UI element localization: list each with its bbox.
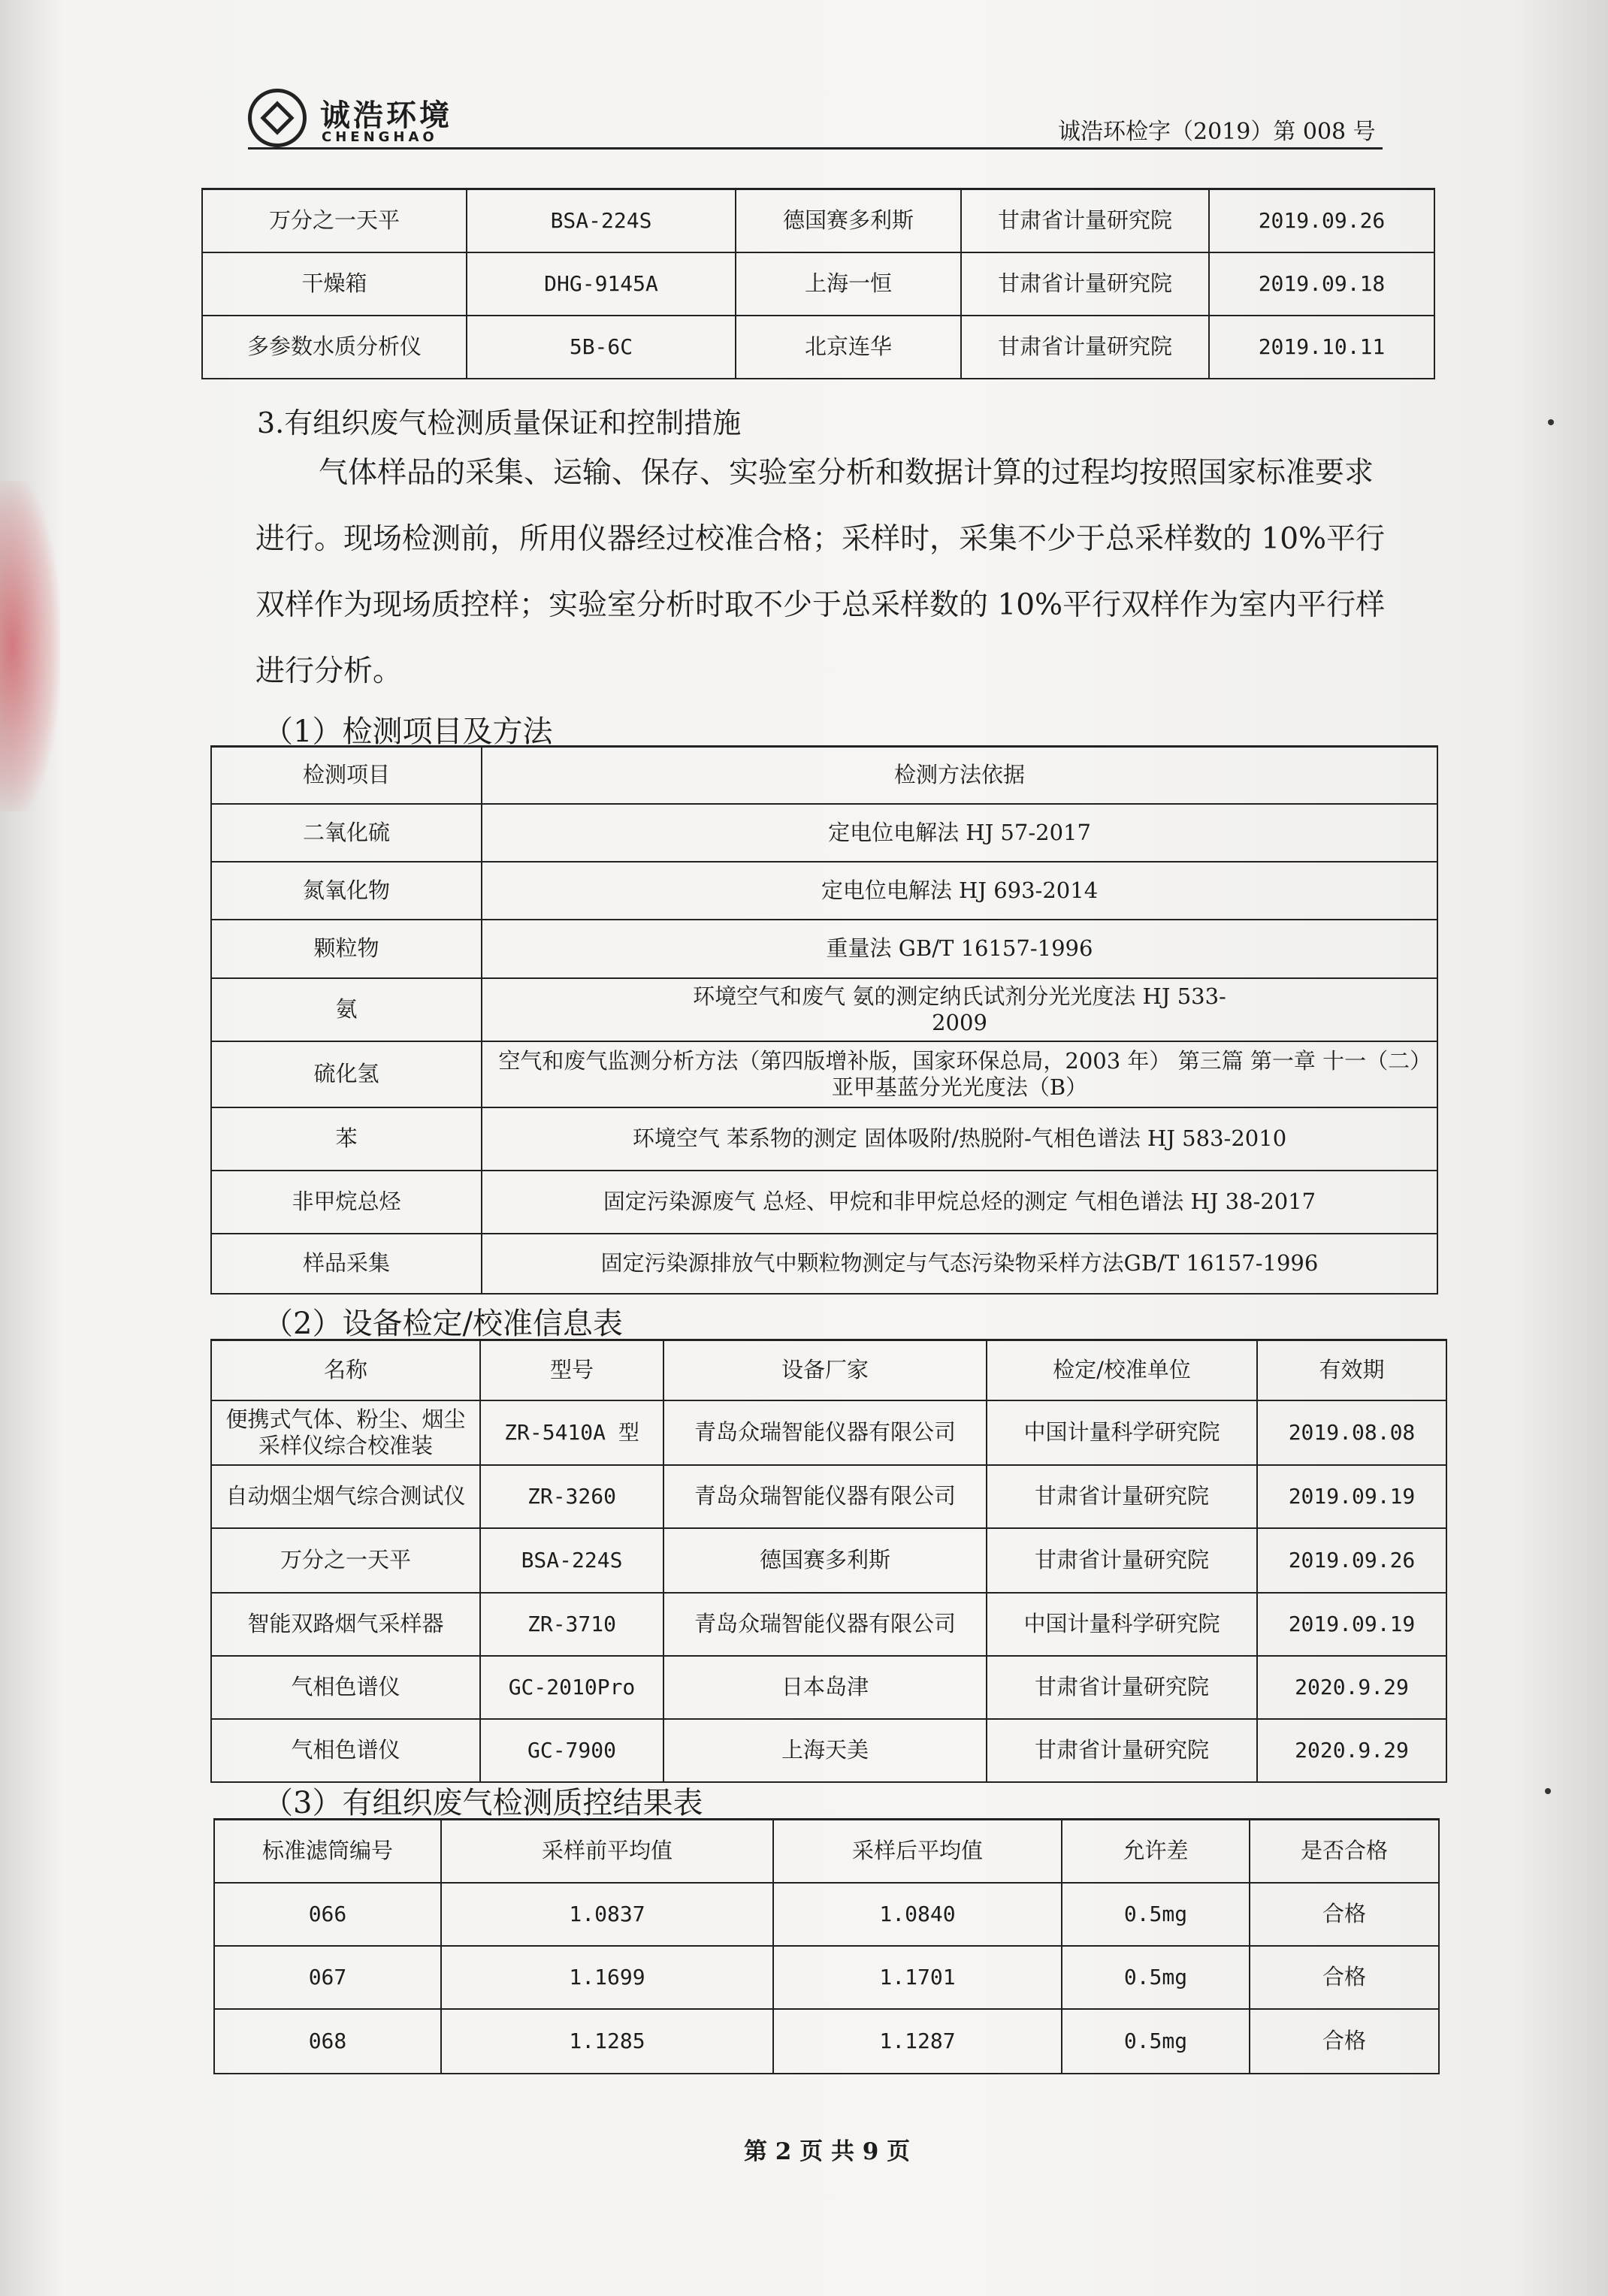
table-cell: 环境空气 苯系物的测定 固体吸附/热脱附-气相色谱法 HJ 583-2010 xyxy=(482,1107,1437,1171)
column-header: 有效期 xyxy=(1257,1340,1446,1400)
table-row xyxy=(211,1593,1446,1656)
table-cell: ZR-5410A 型 xyxy=(480,1400,663,1465)
section-heading: 3.有组织废气检测质量保证和控制措施 xyxy=(257,406,742,440)
table-cell: 1.0840 xyxy=(773,1883,1062,1946)
table-row xyxy=(211,1719,1446,1782)
table-row xyxy=(211,1171,1437,1234)
table-cell: 样品采集 xyxy=(211,1234,482,1294)
column-header: 采样前平均值 xyxy=(441,1820,773,1883)
table-row xyxy=(211,1528,1446,1593)
table-cell: 1.0837 xyxy=(441,1883,773,1946)
table-cell: 合格 xyxy=(1250,1883,1439,1946)
logo-chinese-name: 诚浩环境 xyxy=(320,98,452,133)
table-cell: 067 xyxy=(214,1946,441,2009)
table-cell: 德国赛多利斯 xyxy=(663,1528,987,1593)
table-cell: 固定污染源排放气中颗粒物测定与气态污染物采样方法GB/T 16157-1996 xyxy=(482,1234,1437,1294)
table-row xyxy=(211,978,1437,1041)
table-cell: 青岛众瑞智能仪器有限公司 xyxy=(663,1400,987,1465)
table-cell: 万分之一天平 xyxy=(211,1528,480,1593)
paper-speck xyxy=(1545,1788,1551,1794)
table-cell: 2019.09.19 xyxy=(1257,1465,1446,1528)
table-cell: 日本岛津 xyxy=(663,1656,987,1719)
table-cell: 甘肃省计量研究院 xyxy=(961,252,1209,316)
equipment-table-title: （2）设备检定/校准信息表 xyxy=(263,1307,623,1341)
table-header-row xyxy=(214,1820,1439,1883)
table-cell: 颗粒物 xyxy=(211,920,482,978)
table-cell: 1.1287 xyxy=(773,2009,1062,2074)
column-header: 允许差 xyxy=(1062,1820,1250,1883)
table-row xyxy=(211,804,1437,862)
table-header-row xyxy=(211,1340,1446,1400)
table-row xyxy=(202,189,1434,252)
table-cell: 2020.9.29 xyxy=(1257,1719,1446,1782)
column-header: 设备厂家 xyxy=(663,1340,987,1400)
column-header: 是否合格 xyxy=(1250,1820,1439,1883)
table-cell: 1.1701 xyxy=(773,1946,1062,2009)
section-paragraph: 气体样品的采集、运输、保存、实验室分析和数据计算的过程均按照国家标准要求进行。现场检测前，所用仪器经过校准合格；采样时，采集不少于总采样数的 10%平行双样作为现场质控样；实验室分析时取不少于总采样数的 10%平行双样作为室内平行样进行分析。 xyxy=(255,456,1386,688)
table-cell: 中国计量科学研究院 xyxy=(987,1400,1257,1465)
table-cell: 定电位电解法 HJ 693-2014 xyxy=(482,862,1437,920)
table-row xyxy=(214,2009,1439,2074)
table-cell: 0.5mg xyxy=(1062,1883,1250,1946)
table-cell: 青岛众瑞智能仪器有限公司 xyxy=(663,1593,987,1656)
table-cell: 万分之一天平 xyxy=(202,189,467,252)
table-cell: 固定污染源废气 总烃、甲烷和非甲烷总烃的测定 气相色谱法 HJ 38-2017 xyxy=(482,1171,1437,1234)
table-cell: 0.5mg xyxy=(1062,1946,1250,2009)
table-cell: 甘肃省计量研究院 xyxy=(987,1528,1257,1593)
table-row xyxy=(202,316,1434,379)
table-cell: 氨 xyxy=(211,978,482,1041)
methods-table-title: （1）检测项目及方法 xyxy=(263,714,553,749)
table-cell: 2020.9.29 xyxy=(1257,1656,1446,1719)
table-cell: 干燥箱 xyxy=(202,252,467,316)
header-divider xyxy=(248,147,1383,150)
document-number: 诚浩环检字（2019）第 008 号 xyxy=(1058,119,1376,145)
table-cell: 2019.09.18 xyxy=(1209,252,1434,316)
table-header-row xyxy=(211,747,1437,804)
table-cell: 北京连华 xyxy=(736,316,961,379)
table-cell: 环境空气和废气 氨的测定纳氏试剂分光光度法 HJ 533-2009 xyxy=(482,978,1437,1041)
table-cell: 甘肃省计量研究院 xyxy=(987,1465,1257,1528)
table-cell: 合格 xyxy=(1250,1946,1439,2009)
column-header: 标准滤筒编号 xyxy=(214,1820,441,1883)
table-cell: 2019.10.11 xyxy=(1209,316,1434,379)
paper-speck xyxy=(1548,419,1554,425)
table-cell: GC-2010Pro xyxy=(480,1656,663,1719)
table-cell: 1.1285 xyxy=(441,2009,773,2074)
table-cell: 1.1699 xyxy=(441,1946,773,2009)
table-cell: 中国计量科学研究院 xyxy=(987,1593,1257,1656)
table-cell: 2019.08.08 xyxy=(1257,1400,1446,1465)
table-cell: 2019.09.26 xyxy=(1209,189,1434,252)
equipment-table xyxy=(210,1339,1447,1783)
table-cell: 甘肃省计量研究院 xyxy=(987,1719,1257,1782)
table-row xyxy=(211,1234,1437,1294)
table-row xyxy=(211,920,1437,978)
qc-results-table xyxy=(213,1818,1440,2074)
table-cell: 德国赛多利斯 xyxy=(736,189,961,252)
table-cell: 自动烟尘烟气综合测试仪 xyxy=(211,1465,480,1528)
instrument-table-continued xyxy=(201,188,1435,379)
table-cell: 066 xyxy=(214,1883,441,1946)
column-header: 检定/校准单位 xyxy=(987,1340,1257,1400)
column-header: 型号 xyxy=(480,1340,663,1400)
column-header: 检测方法依据 xyxy=(482,747,1437,804)
table-row xyxy=(211,862,1437,920)
logo-english-name: CHENGHAO xyxy=(322,129,438,145)
red-seal-stamp xyxy=(0,481,60,811)
table-cell: 苯 xyxy=(211,1107,482,1171)
table-cell: 氮氧化物 xyxy=(211,862,482,920)
table-cell: 硫化氢 xyxy=(211,1041,482,1107)
table-row xyxy=(211,1656,1446,1719)
table-cell: 甘肃省计量研究院 xyxy=(987,1656,1257,1719)
table-cell: 气相色谱仪 xyxy=(211,1656,480,1719)
table-cell: DHG-9145A xyxy=(467,252,736,316)
table-row xyxy=(202,252,1434,316)
table-cell: 气相色谱仪 xyxy=(211,1719,480,1782)
table-cell: 青岛众瑞智能仪器有限公司 xyxy=(663,1465,987,1528)
table-cell: 多参数水质分析仪 xyxy=(202,316,467,379)
table-row xyxy=(211,1400,1446,1465)
table-row xyxy=(211,1465,1446,1528)
table-cell: 空气和废气监测分析方法（第四版增补版，国家环保总局，2003 年） 第三篇 第一章 十一（二）亚甲基蓝分光光度法（B） xyxy=(482,1041,1437,1107)
table-row xyxy=(214,1946,1439,2009)
table-cell: GC-7900 xyxy=(480,1719,663,1782)
table-cell: 重量法 GB/T 16157-1996 xyxy=(482,920,1437,978)
table-cell: 甘肃省计量研究院 xyxy=(961,316,1209,379)
page-number: 第 2 页 共 9 页 xyxy=(744,2138,911,2165)
table-row xyxy=(211,1041,1437,1107)
table-cell: BSA-224S xyxy=(480,1528,663,1593)
table-cell: 非甲烷总烃 xyxy=(211,1171,482,1234)
table-cell: ZR-3260 xyxy=(480,1465,663,1528)
table-cell: 068 xyxy=(214,2009,441,2074)
table-cell: 上海天美 xyxy=(663,1719,987,1782)
table-cell: 2019.09.26 xyxy=(1257,1528,1446,1593)
table-row xyxy=(211,1107,1437,1171)
table-cell: 合格 xyxy=(1250,2009,1439,2074)
table-cell: 5B-6C xyxy=(467,316,736,379)
column-header: 名称 xyxy=(211,1340,480,1400)
methods-table xyxy=(210,745,1438,1295)
table-cell: ZR-3710 xyxy=(480,1593,663,1656)
column-header: 采样后平均值 xyxy=(773,1820,1062,1883)
table-cell: 2019.09.19 xyxy=(1257,1593,1446,1656)
table-cell: 0.5mg xyxy=(1062,2009,1250,2074)
table-row xyxy=(214,1883,1439,1946)
table-cell: 二氧化硫 xyxy=(211,804,482,862)
company-logo-icon xyxy=(248,89,307,147)
table-cell: 上海一恒 xyxy=(736,252,961,316)
table-cell: 定电位电解法 HJ 57-2017 xyxy=(482,804,1437,862)
table-cell: BSA-224S xyxy=(467,189,736,252)
column-header: 检测项目 xyxy=(211,747,482,804)
table-cell: 甘肃省计量研究院 xyxy=(961,189,1209,252)
qc-table-title: （3）有组织废气检测质控结果表 xyxy=(263,1786,703,1820)
table-cell: 便携式气体、粉尘、烟尘采样仪综合校准装 xyxy=(211,1400,480,1465)
table-cell: 智能双路烟气采样器 xyxy=(211,1593,480,1656)
